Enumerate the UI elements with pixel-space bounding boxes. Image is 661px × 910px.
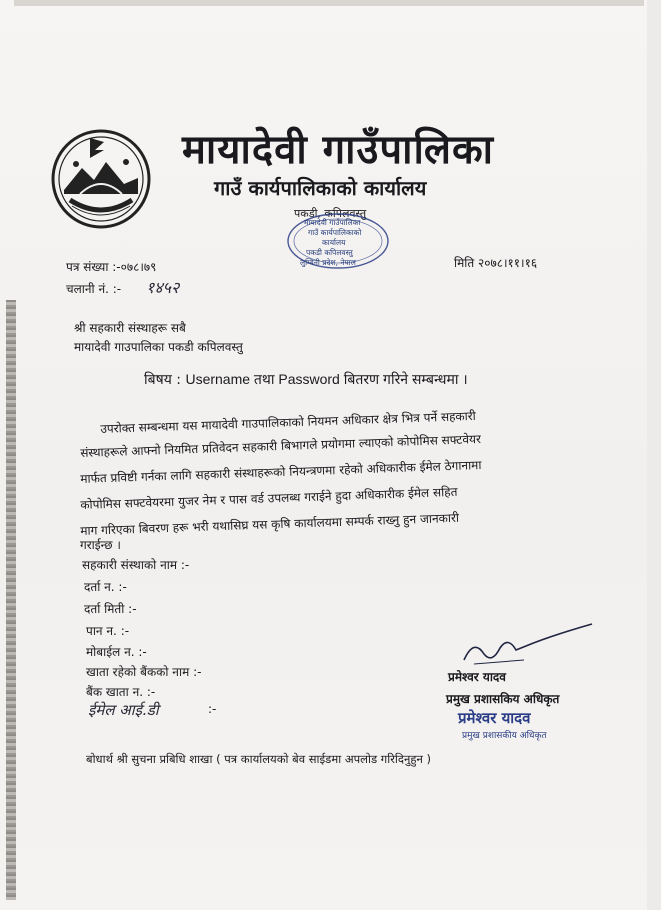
office-subtitle: गाउँ कार्यपालिकाको कार्यालय bbox=[214, 176, 427, 200]
nepal-emblem-icon bbox=[50, 128, 152, 230]
body-line: संस्थाहरूले आफ्नो नियमित प्रतिवेदन सहकारी बिभागले प्रयोगमा ल्याएको कोपोमिस सफ्टवेयर bbox=[80, 432, 482, 460]
subject-text: Username तथा Password बितरण गरिने सम्बन्धमा । bbox=[185, 371, 468, 387]
letter-number: पत्र संख्या :-०७८।७९ bbox=[66, 260, 157, 274]
field-mobile-number: मोबाईल न. :- bbox=[86, 645, 147, 659]
scan-top-edge bbox=[14, 0, 644, 6]
field-email-suffix: :- bbox=[208, 702, 217, 716]
scan-binding-edge bbox=[6, 300, 16, 900]
signatory-stamp-name: प्रमेश्वर यादव bbox=[458, 709, 531, 727]
field-registration-date: दर्ता मिती :- bbox=[84, 602, 137, 616]
body-line: गराईन्छ । bbox=[80, 538, 121, 552]
field-cooperative-name: सहकारी संस्थाको नाम :- bbox=[82, 558, 190, 572]
stamp-line: गाउँ कार्यपालिकाको bbox=[308, 228, 362, 237]
footer-cc: बोधार्थ श्री सुचना प्रबिधि शाखा ( पत्र कार्यालयको बेव साईडमा अपलोड गरिदिनुहुन ) bbox=[86, 752, 432, 766]
letter-date: मिति २०७८।११।१६ bbox=[454, 256, 538, 270]
stamp-line: कार्यालय bbox=[322, 238, 346, 247]
body-line: मार्फत प्रविष्टी गर्नका लागि सहकारी संस्थाहरूको नियन्त्रणमा रहेको अधिकारीक ईमेल ठेगानामा bbox=[80, 457, 482, 486]
subject-label: बिषय : bbox=[144, 372, 181, 388]
body-line: कोपोमिस सफ्टवेयरमा युजर नेम र पास वर्ड उपलब्ध गराईने हुदा अधिकारीक ईमेल सहित bbox=[80, 484, 458, 512]
body-line: उपरोक्त सम्बन्धमा यस मायादेवी गाउपालिकाको नियमन अधिकार क्षेत्र भित्र पर्ने सहकारी bbox=[100, 408, 477, 436]
signatory-stamp-title: प्रमुख प्रशासकीय अधिकृत bbox=[462, 731, 547, 741]
stamp-line: लुम्बिनी प्रदेश, नेपाल bbox=[300, 258, 356, 267]
stamp-line: मायादेवी गाउँपालिका bbox=[304, 218, 361, 227]
signature-icon bbox=[454, 620, 594, 670]
page-title: मायादेवी गाउँपालिका bbox=[182, 127, 495, 173]
recipient-line-1: श्री सहकारी संस्थाहरू सबै bbox=[74, 321, 186, 335]
field-bank-name: खाता रहेको बैंकको नाम :- bbox=[86, 665, 202, 679]
body-line: माग गरिएका बिवरण हरू भरी यथासिघ्र यस कृषि कार्यालयमा सम्पर्क राख्नु हुन जानकारी bbox=[80, 510, 460, 538]
signatory-title: प्रमुख प्रशासकिय अधिकृत bbox=[446, 692, 560, 706]
field-registration-number: दर्ता न. :- bbox=[84, 580, 127, 594]
signatory-name: प्रमेश्वर यादव bbox=[448, 670, 506, 684]
dispatch-number-handwritten: १४५२ bbox=[146, 278, 180, 297]
recipient-line-2: मायादेवी गाउपालिका पकडी कपिलवस्तु bbox=[74, 340, 243, 354]
scan-right-edge bbox=[647, 0, 661, 910]
field-pan-number: पान न. :- bbox=[86, 624, 130, 638]
field-email-handwritten: ईमेल आई.डी bbox=[88, 701, 159, 719]
office-address: पकडी, कपिलवस्तु bbox=[294, 207, 367, 220]
field-bank-account: बैंक खाता न. :- bbox=[86, 685, 156, 699]
stamp-line: पकडी कपिलवस्तु bbox=[306, 248, 353, 257]
dispatch-label: चलानी नं. :- bbox=[66, 282, 122, 296]
subject-line bbox=[144, 370, 468, 389]
